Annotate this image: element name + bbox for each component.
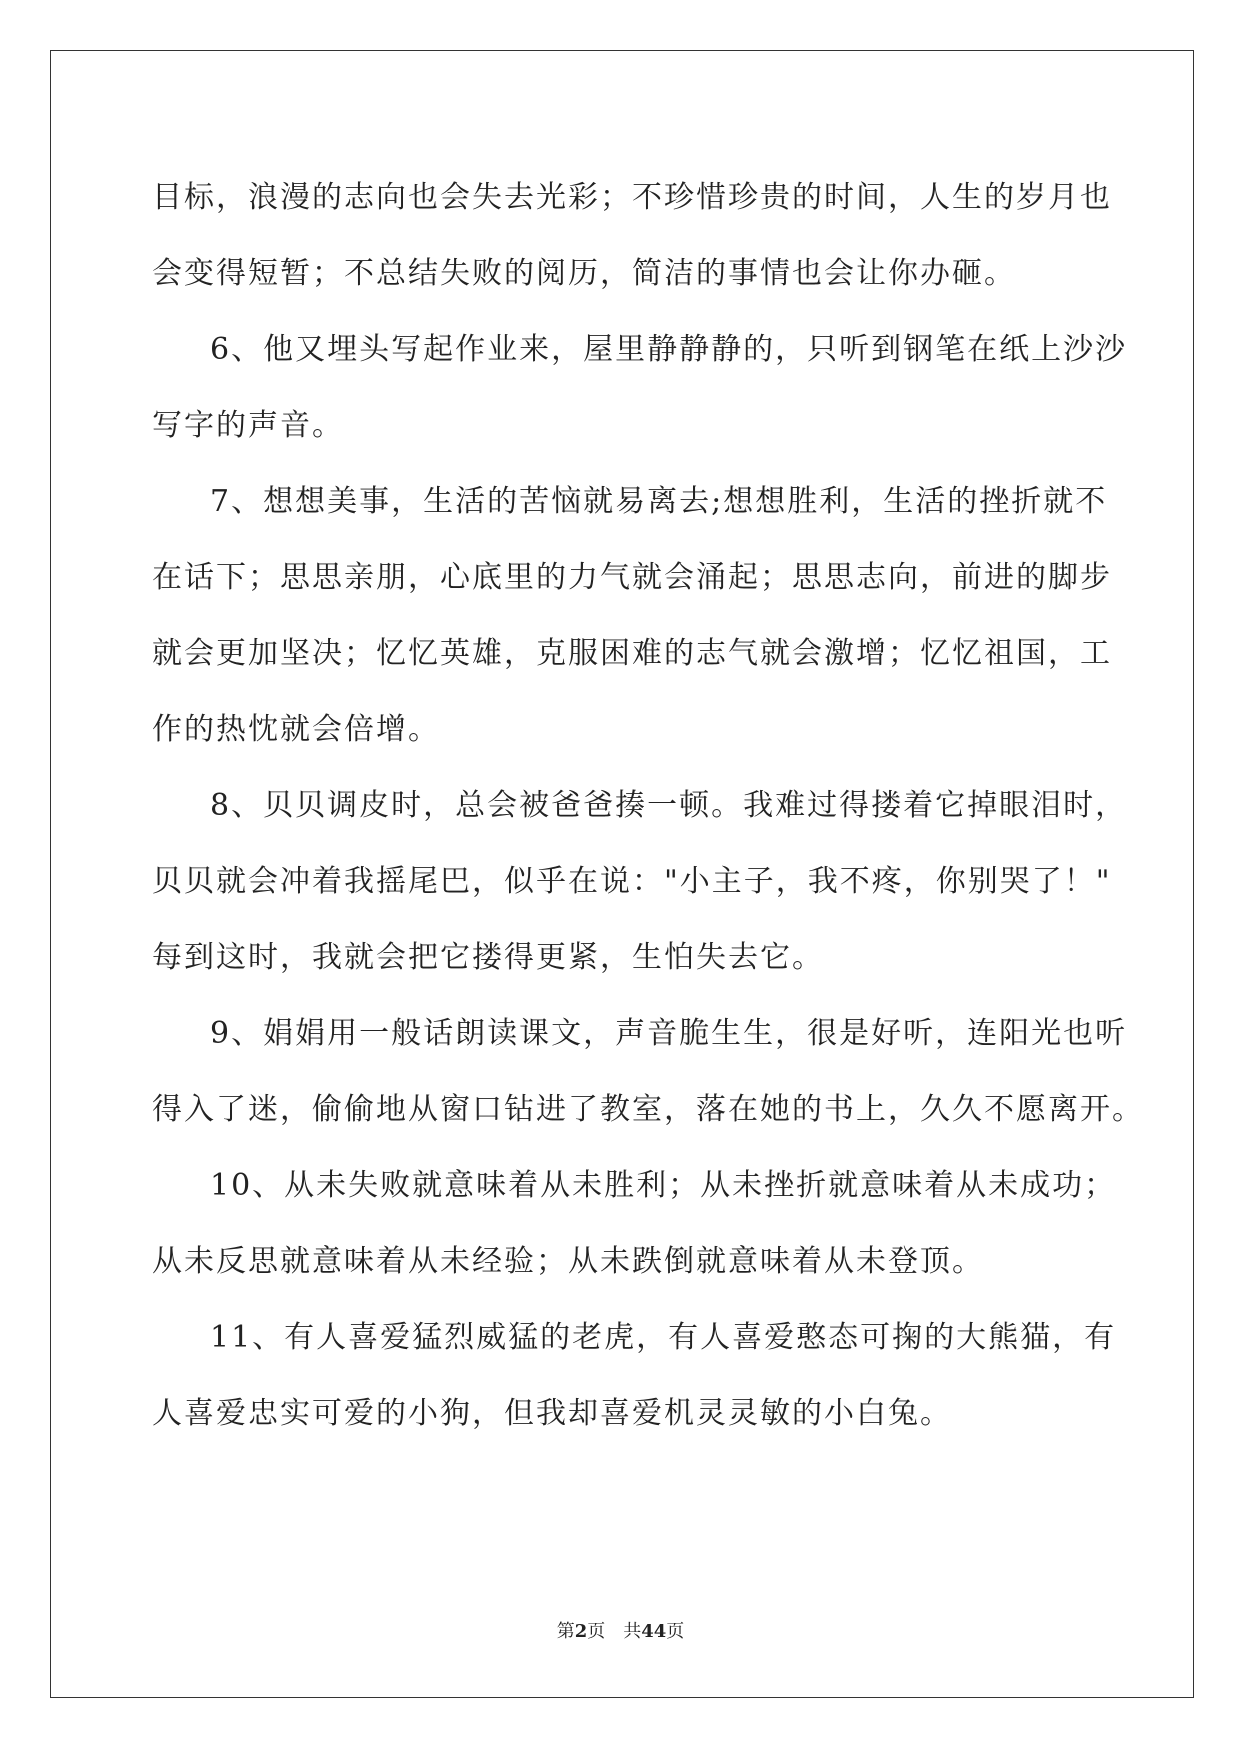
total-prefix: 共 [623, 1621, 642, 1642]
text-line: 得入了迷，偷偷地从窗口钻进了教室，落在她的书上，久久不愿离开。 [152, 1092, 1144, 1127]
text-line: 作的热忱就会倍增。 [152, 712, 440, 747]
text-line: 在话下；思思亲朋，心底里的力气就会涌起；思思志向，前进的脚步 [152, 560, 1112, 595]
text-line: 6、他又埋头写起作业来，屋里静静静的，只听到钢笔在纸上沙沙 [210, 332, 1128, 367]
text-line: 9、娟娟用一般话朗读课文，声音脆生生，很是好听，连阳光也听 [210, 1016, 1128, 1051]
page-prefix: 第 [556, 1621, 575, 1642]
text-line: 会变得短暂；不总结失败的阅历，简洁的事情也会让你办砸。 [152, 256, 1016, 291]
page-number: 2 [574, 1621, 588, 1642]
page-footer [0, 1617, 1241, 1643]
total-suffix: 页 [666, 1621, 685, 1642]
text-line: 7、想想美事，生活的苦恼就易离去;想想胜利，生活的挫折就不 [210, 484, 1108, 519]
text-line: 8、贝贝调皮时，总会被爸爸揍一顿。我难过得搂着它掉眼泪时， [210, 788, 1128, 823]
document-body [152, 160, 1144, 1452]
text-line: 目标，浪漫的志向也会失去光彩；不珍惜珍贵的时间，人生的岁月也 [152, 180, 1112, 215]
total-pages: 44 [641, 1621, 667, 1642]
text-line: 11、有人喜爱猛烈威猛的老虎，有人喜爱憨态可掬的大熊猫，有 [210, 1320, 1117, 1355]
text-line: 就会更加坚决；忆忆英雄，克服困难的志气就会激增；忆忆祖国，工 [152, 636, 1112, 671]
text-line: 每到这时，我就会把它搂得更紧，生怕失去它。 [152, 940, 824, 975]
text-line: 从未反思就意味着从未经验；从未跌倒就意味着从未登顶。 [152, 1244, 984, 1279]
text-line: 人喜爱忠实可爱的小狗，但我却喜爱机灵灵敏的小白兔。 [152, 1396, 952, 1431]
page-suffix: 页 [587, 1621, 606, 1642]
text-line: 写字的声音。 [152, 408, 344, 443]
text-line: 贝贝就会冲着我摇尾巴，似乎在说："小主子，我不疼，你别哭了！" [152, 864, 1112, 899]
text-line: 10、从未失败就意味着从未胜利；从未挫折就意味着从未成功； [210, 1168, 1117, 1203]
